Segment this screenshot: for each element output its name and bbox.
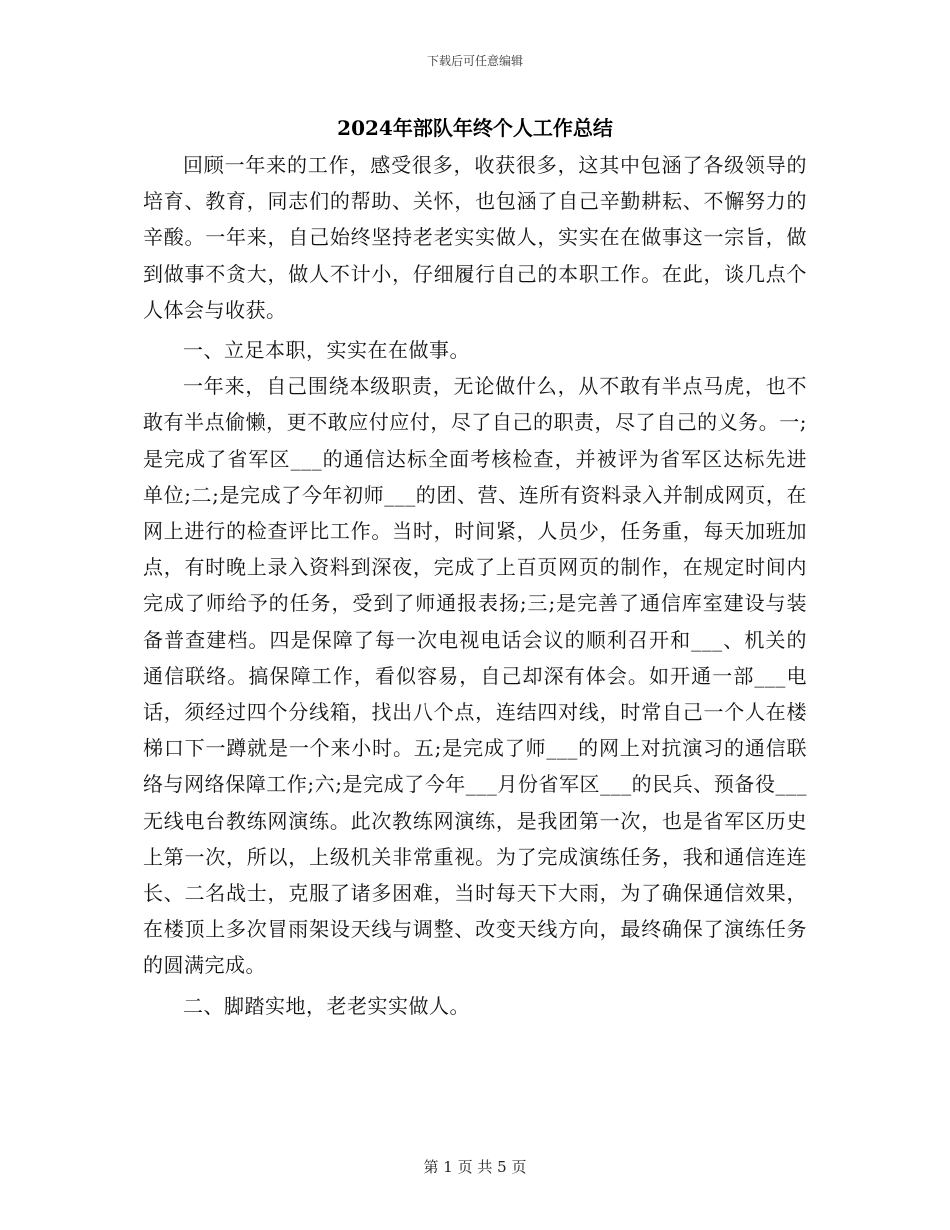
page-footer-number: 第 1 页 共 5 页 — [423, 1158, 527, 1176]
section-heading-1: 一、立足本职，实实在在做事。 — [183, 338, 470, 363]
document-title: 2024年部队年终个人工作总结 — [337, 116, 613, 140]
section-heading-2: 二、脚踏实地，老老实实做人。 — [183, 993, 470, 1018]
document-body — [143, 147, 807, 1024]
paragraph-section-1: 一年来，自己围绕本级职责，无论做什么，从不敢有半点马虎，也不敢有半点偷懒，更不敢应付应付，尽了自己的职责，尽了自己的义务。一;是完成了省军区___的通信达标全面考核检查，并被评为省军区达标先进单位;二;是完成了今年初师___的团、营、连所有资料录入并制成网页，在网上进行的检查评比工作。当时，时间紧，人员少，任务重，每天加班加点，有时晚上录入资料到深夜，完成了上百页网页的制作，在规定时间内完成了师给予的任务，受到了师通报表扬;三;是完善了通信库室建设与装备普查建档。四是保障了每一次电视电话会议的顺利召开和___、机关的通信联络。搞保障工作，看似容易，自己却深有体会。如开通一部___电话，须经过四个分线箱，找出八个点，连结四对线，时常自己一个人在楼梯口下一蹲就是一个来小时。五;是完成了师___的网上对抗演习的通信联络与网络保障工作;六;是完成了今年___月份省军区___的民兵、预备役___无线电台教练网演练。此次教练网演练，是我团第一次，也是省军区历史上第一次，所以，上级机关非常重视。为了完成演练任务，我和通信连连长、二名战士，克服了诸多困难，当时每天下大雨，为了确保通信效果，在楼顶上多次冒雨架设天线与调整、改变天线方向，最终确保了演练任务的圆满完成。 — [143, 374, 807, 978]
paragraph-intro: 回顾一年来的工作，感受很多，收获很多，这其中包涵了各级领导的培育、教育，同志们的帮助、关怀，也包涵了自己辛勤耕耘、不懈努力的辛酸。一年来，自己始终坚持老老实实做人，实实在在做事这一宗旨，做到做事不贪大，做人不计小，仔细履行自己的本职工作。在此，谈几点个人体会与收获。 — [143, 153, 807, 322]
page-header-note: 下载后可任意编辑 — [426, 54, 523, 68]
